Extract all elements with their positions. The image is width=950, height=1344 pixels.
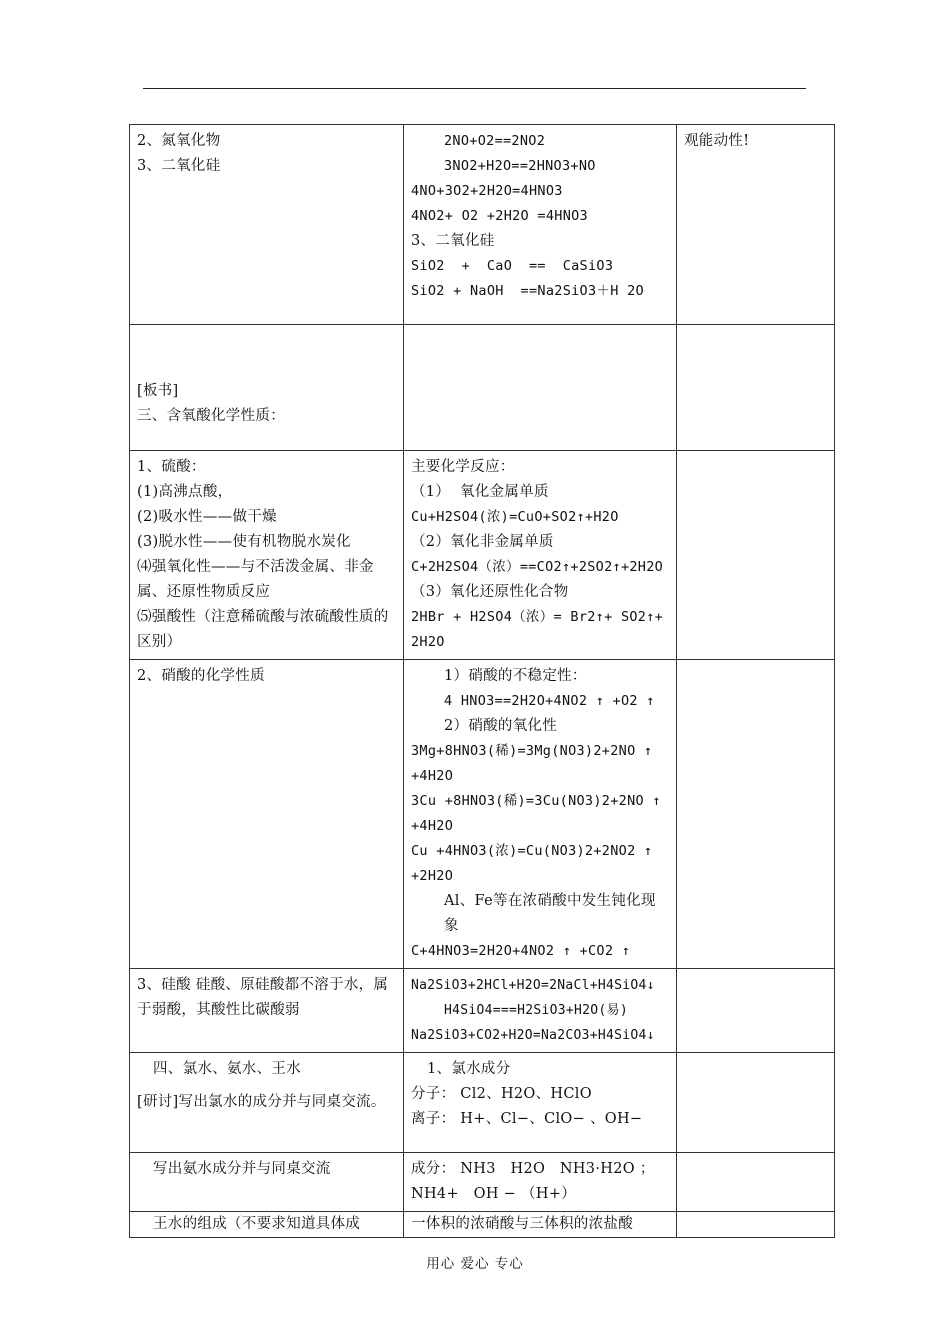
cell-text: (3)脱水性——使有机物脱水炭化 (137, 534, 351, 550)
table-row (130, 125, 835, 325)
note-cell (677, 1153, 835, 1212)
content-cell (404, 1212, 677, 1238)
cell-text: 2、氮氧化物 (137, 133, 221, 149)
equation: H4SiO4===H2SiO3+H2O(易) (444, 1003, 628, 1018)
cell-text: 2）硝酸的氧化性 (444, 718, 558, 734)
cell-text: ⑷强氧化性——与不活泼金属、非金属、还原性物质反应 (137, 559, 374, 600)
table-row (130, 1153, 835, 1212)
equation: Na2SiO3+2HCl+H2O=2NaCl+H4SiO4↓ (411, 978, 655, 993)
table-row (130, 451, 835, 660)
equation: 3NO2+H2O==2HNO3+NO (444, 158, 596, 174)
teacher-activity-cell (130, 1053, 404, 1153)
note-cell (677, 969, 835, 1053)
equation: 2HBr + H2SO4（浓）= Br2↑+ SO2↑+ 2H2O (411, 609, 672, 650)
lesson-plan-table (129, 124, 835, 1238)
content-cell (404, 660, 677, 969)
cell-text: 观能动性! (684, 133, 750, 149)
cell-text: （1） 氧化金属单质 (411, 484, 549, 500)
content-cell (404, 325, 677, 451)
equation: 3Cu +8HNO3(稀)=3Cu(NO3)2+2NO ↑ +4H2O (411, 793, 670, 834)
equation: 4NO2+ O2 +2H2O =4HNO3 (411, 208, 588, 224)
table-row (130, 1053, 835, 1153)
note-cell (677, 451, 835, 660)
teacher-activity-cell (130, 1153, 404, 1212)
note-cell (677, 325, 835, 451)
teacher-activity-cell (130, 451, 404, 660)
cell-text: 1、硫酸： (137, 459, 206, 475)
cell-text: [研讨]写出氯水的成分并与同桌交流。 (137, 1094, 386, 1110)
equation: Cu+H2SO4(浓)=CuO+SO2↑+H2O (411, 509, 619, 525)
equation: Cu +4HNO3(浓)=Cu(NO3)2+2NO2 ↑ +2H2O (411, 843, 661, 884)
teacher-activity-cell (130, 660, 404, 969)
equation: 3Mg+8HNO3(稀)=3Mg(NO3)2+2NO ↑ +4H2O (411, 743, 661, 784)
cell-text: 一体积的浓硝酸与三体积的浓盐酸 (411, 1216, 633, 1232)
cell-text: (1)高沸点酸， (137, 484, 233, 500)
cell-text: 成分： NH3 H2O NH3·H2O ； (411, 1161, 655, 1177)
cell-text: 写出氨水成分并与同桌交流 (153, 1161, 331, 1177)
equation: 4NO+3O2+2H2O=4HNO3 (411, 183, 563, 199)
cell-text: [板书] (137, 383, 179, 399)
cell-text: 分子： Cl2、H2O、HClO (411, 1086, 592, 1102)
equation: SiO2 + NaOH ==Na2SiO3＋H 2O (411, 283, 644, 299)
cell-text: 1）硝酸的不稳定性： (444, 668, 587, 684)
note-cell (677, 125, 835, 325)
cell-text: NH4+ OH − （H+） (411, 1186, 577, 1202)
teacher-activity-cell (130, 1212, 404, 1238)
cell-text: 3、二氧化硅 (411, 233, 495, 249)
table-row (130, 1212, 835, 1238)
cell-text: 3、二氧化硅 (137, 158, 221, 174)
table-row (130, 660, 835, 969)
equation: C+4HNO3=2H2O+4NO2 ↑ +CO2 ↑ (411, 943, 631, 959)
cell-text: 主要化学反应： (411, 459, 515, 475)
equation: Na2SiO3+CO2+H2O=Na2CO3+H4SiO4↓ (411, 1028, 655, 1043)
teacher-activity-cell (130, 969, 404, 1053)
cell-text: ⑸强酸性（注意稀硫酸与浓硫酸性质的区别） (137, 609, 389, 650)
cell-text: （2）氧化非金属单质 (411, 534, 554, 550)
cell-text: 四、氯水、氨水、王水 (153, 1061, 301, 1077)
table-row (130, 969, 835, 1053)
cell-text: 2、硝酸的化学性质 (137, 668, 265, 684)
teacher-activity-cell (130, 125, 404, 325)
cell-text: 王水的组成（不要求知道具体成 (153, 1216, 361, 1232)
note-cell (677, 1212, 835, 1238)
content-cell (404, 451, 677, 660)
equation: SiO2 + CaO == CaSiO3 (411, 258, 614, 274)
page-footer: 用心 爱心 专心 (426, 1256, 524, 1272)
cell-text: 3、硅酸 硅酸、原硅酸都不溶于水，属于弱酸，其酸性比碳酸弱 (137, 977, 389, 1018)
equation: 2NO+O2==2NO2 (444, 133, 546, 149)
content-cell (404, 1153, 677, 1212)
note-cell (677, 1053, 835, 1153)
content-cell (404, 1053, 677, 1153)
equation: C+2H2SO4（浓）==CO2↑+2SO2↑+2H2O (411, 559, 664, 575)
cell-text: (2)吸水性——做干燥 (137, 509, 277, 525)
cell-text: 1、氯水成分 (427, 1061, 511, 1077)
cell-text: 离子： H+、Cl−、ClO− 、OH− (411, 1111, 643, 1127)
cell-text: 三、含氧酸化学性质： (137, 408, 285, 424)
table-row (130, 325, 835, 451)
note-cell (677, 660, 835, 969)
content-cell (404, 125, 677, 325)
cell-text: （3）氧化还原性化合物 (411, 584, 569, 600)
header-rule (143, 88, 806, 89)
equation: 4 HNO3==2H2O+4NO2 ↑ +O2 ↑ (444, 693, 655, 709)
cell-text: Al、Fe等在浓硝酸中发生钝化现象 (444, 893, 656, 934)
teacher-activity-cell (130, 325, 404, 451)
content-cell (404, 969, 677, 1053)
